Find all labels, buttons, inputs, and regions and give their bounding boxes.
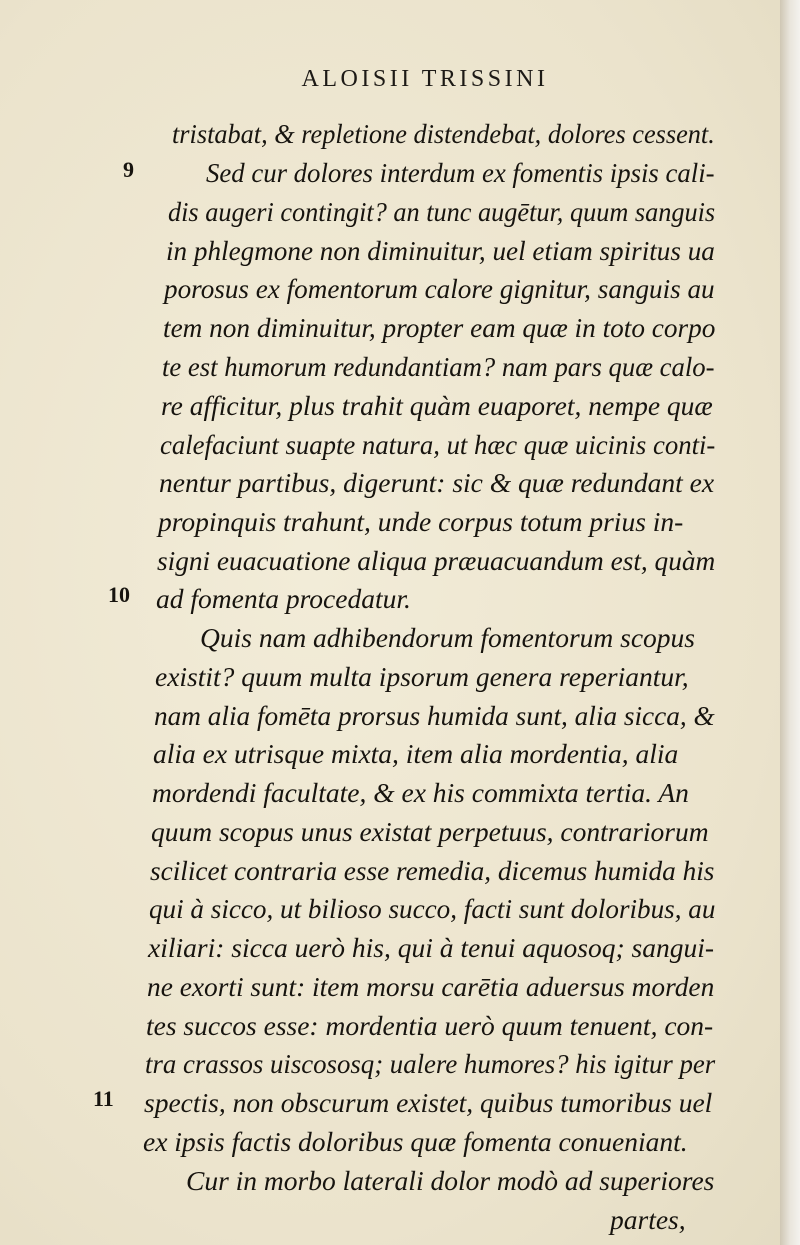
- text-line: xiliari: sicca uerò his, qui à tenui aquosoq; sangui-: [148, 932, 714, 963]
- text-line: alia ex utrisque mixta, item alia mordentia, alia: [153, 738, 679, 769]
- text-line: calefaciunt suapte natura, ut hæc quæ uicinis conti-: [160, 429, 716, 460]
- text-line: ad fomenta procedatur.: [156, 583, 411, 614]
- text-line: mordendi facultate, & ex his commixta tertia. An: [152, 777, 689, 808]
- text-line: nentur partibus, digerunt: sic & quæ redundant ex: [159, 467, 715, 498]
- page-edge: [780, 0, 800, 1245]
- text-line: nam alia fomēta prorsus humida sunt, alia sicca, &: [154, 700, 715, 731]
- text-line: tes succos esse: mordentia uerò quum tenuent, con-: [146, 1010, 714, 1041]
- text-line: te est humorum redundantiam? nam pars quæ calo-: [162, 351, 715, 382]
- text-line: ne exorti sunt: item morsu carētia aduersus morden: [147, 971, 715, 1002]
- margin-number-9: 9: [123, 157, 134, 182]
- text-line: spectis, non obscurum existet, quibus tumoribus uel: [144, 1087, 713, 1118]
- text-line: dis augeri contingit? an tunc augētur, quum sanguis: [168, 196, 716, 227]
- text-line: existit? quum multa ipsorum genera reperiantur,: [155, 661, 689, 692]
- text-line: porosus ex fomentorum calore gignitur, sanguis au: [164, 273, 715, 304]
- text-line: re afficitur, plus trahit quàm euaporet, nempe quæ: [161, 390, 713, 421]
- text-line: tristabat, & repletione distendebat, dolores cessent.: [172, 118, 715, 149]
- running-head: ALOISII TRISSINI: [301, 66, 549, 92]
- text-line: scilicet contraria esse remedia, dicemus humida his: [150, 855, 715, 886]
- text-line: qui à sicco, ut bilioso succo, facti sunt doloribus, au: [149, 893, 716, 924]
- catchword: partes,: [610, 1204, 686, 1235]
- text-line: signi euacuatione aliqua præuacuandum est, quàm: [157, 545, 716, 576]
- text-line: in phlegmone non diminuitur, uel etiam spiritus ua: [166, 235, 715, 266]
- margin-number-11: 11: [93, 1086, 114, 1111]
- text-line: quum scopus unus existat perpetuus, contrariorum: [151, 816, 709, 847]
- text-line: ex ipsis factis doloribus quæ fomenta conueniant.: [143, 1126, 688, 1157]
- text-line: tra crassos uiscososq; ualere humores? his igitur per: [145, 1048, 716, 1079]
- text-line: tem non diminuitur, propter eam quæ in toto corpo: [163, 312, 716, 343]
- text-line: propinquis trahunt, unde corpus totum prius in-: [158, 506, 684, 537]
- text-line: Quis nam adhibendorum fomentorum scopus: [200, 622, 695, 653]
- text-line: Sed cur dolores interdum ex fomentis ipsis cali-: [206, 157, 715, 188]
- margin-number-10: 10: [108, 582, 130, 607]
- text-line: Cur in morbo laterali dolor modò ad superiores: [186, 1165, 715, 1196]
